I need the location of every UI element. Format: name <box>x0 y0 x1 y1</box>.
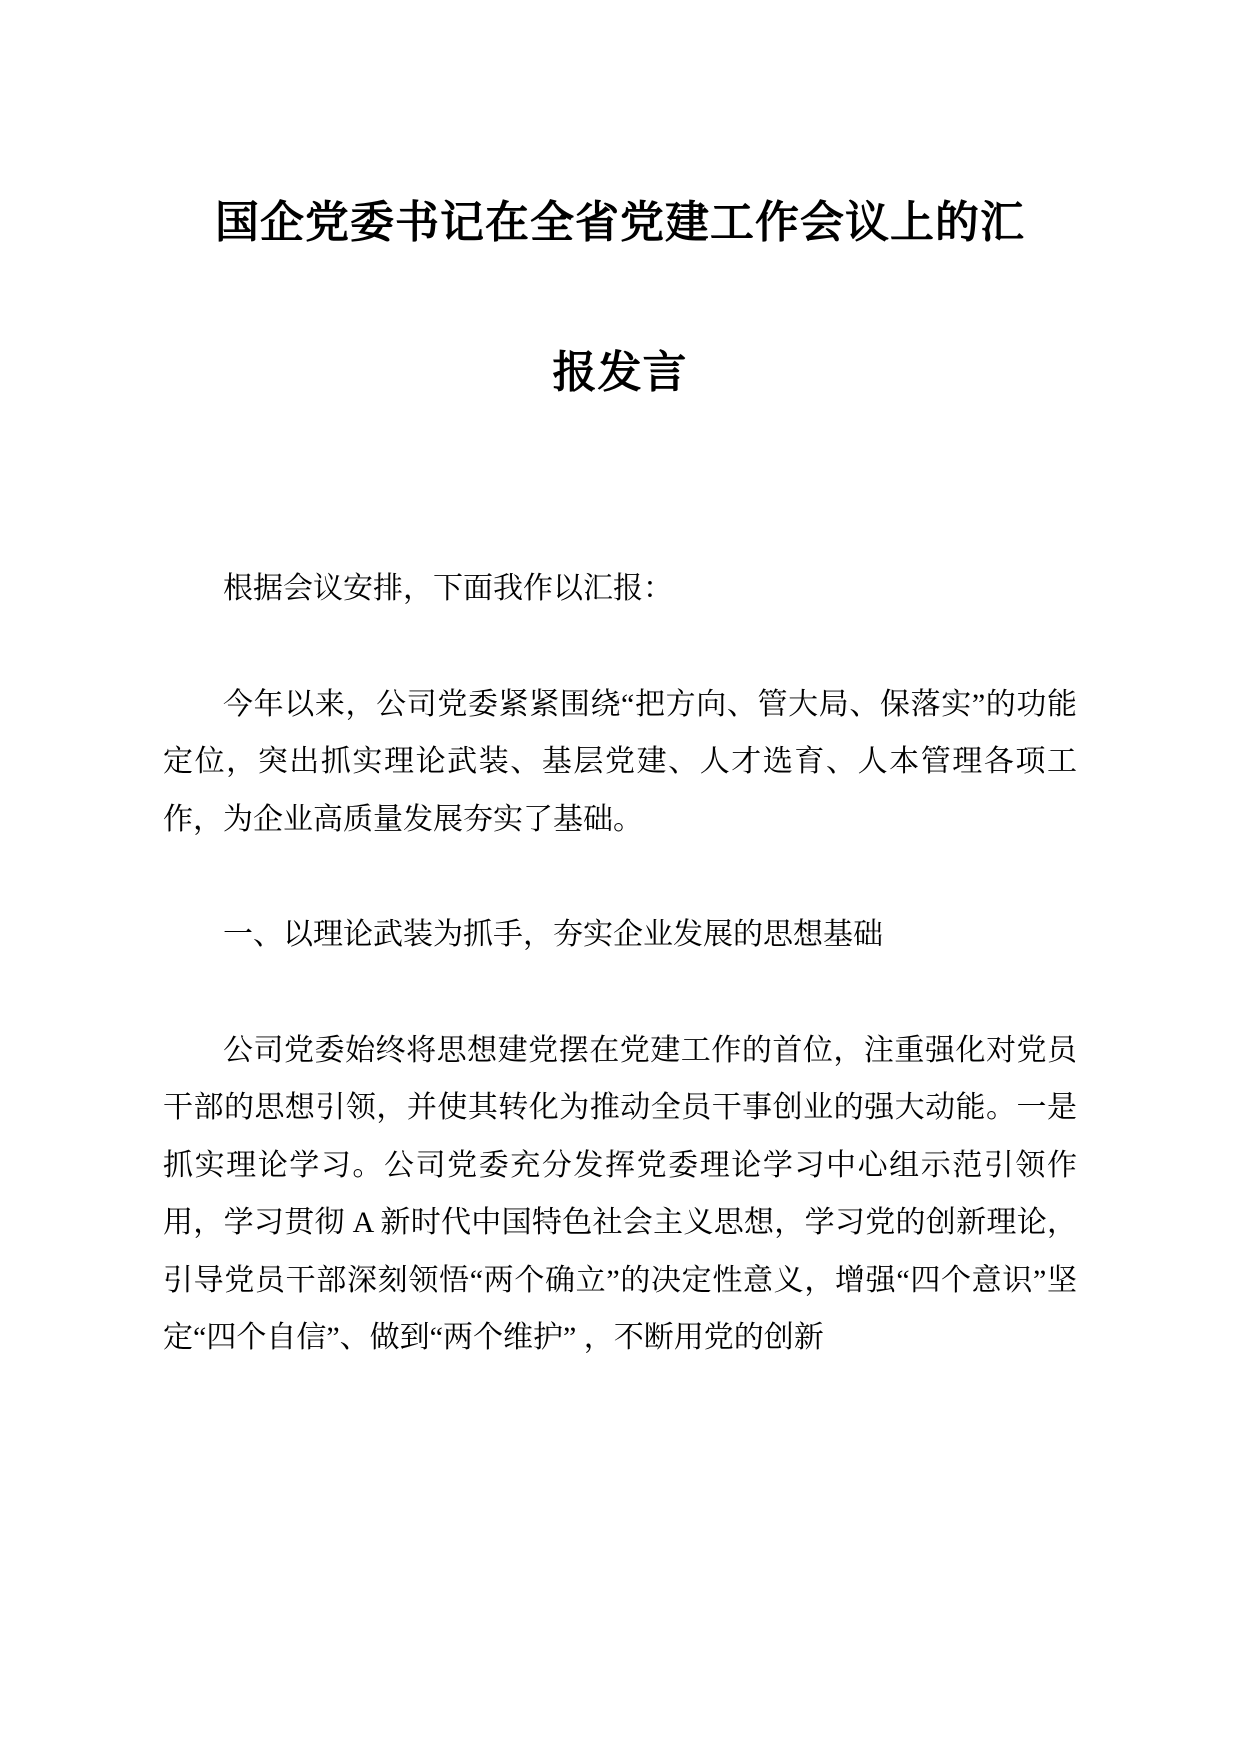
section-heading-1: 一、以理论武装为抓手，夯实企业发展的思想基础 <box>223 918 883 951</box>
title-line-2: 报发言 <box>552 348 688 397</box>
paragraph-section-1-body: 公司党委始终将思想建党摆在党建工作的首位，注重强化对党员干部的思想引领，并使其转化为推动全员干事创业的强大动能。一是抓实理论学习。公司党委充分发挥党委理论学习中心组示范引领作用，学习贯彻 A 新时代中国特色社会主义思想，学习党的创新理论，引导党员干部深刻领悟“两个确立”的决定性意义，增强“四个意识”坚定“四个自信”、做到“两个维护” ，不断用党的创新 <box>163 1033 1077 1354</box>
title-line-1: 国企党委书记在全省党建工作会议上的汇 <box>215 198 1025 247</box>
paragraph-intro: 根据会议安排，下面我作以汇报： <box>223 572 673 605</box>
paragraph-overview: 今年以来，公司党委紧紧围绕“把方向、管大局、保落实”的功能定位，突出抓实理论武装、基层党建、人才选育、人本管理各项工作，为企业高质量发展夯实了基础。 <box>163 687 1077 836</box>
document-title <box>163 148 1077 448</box>
